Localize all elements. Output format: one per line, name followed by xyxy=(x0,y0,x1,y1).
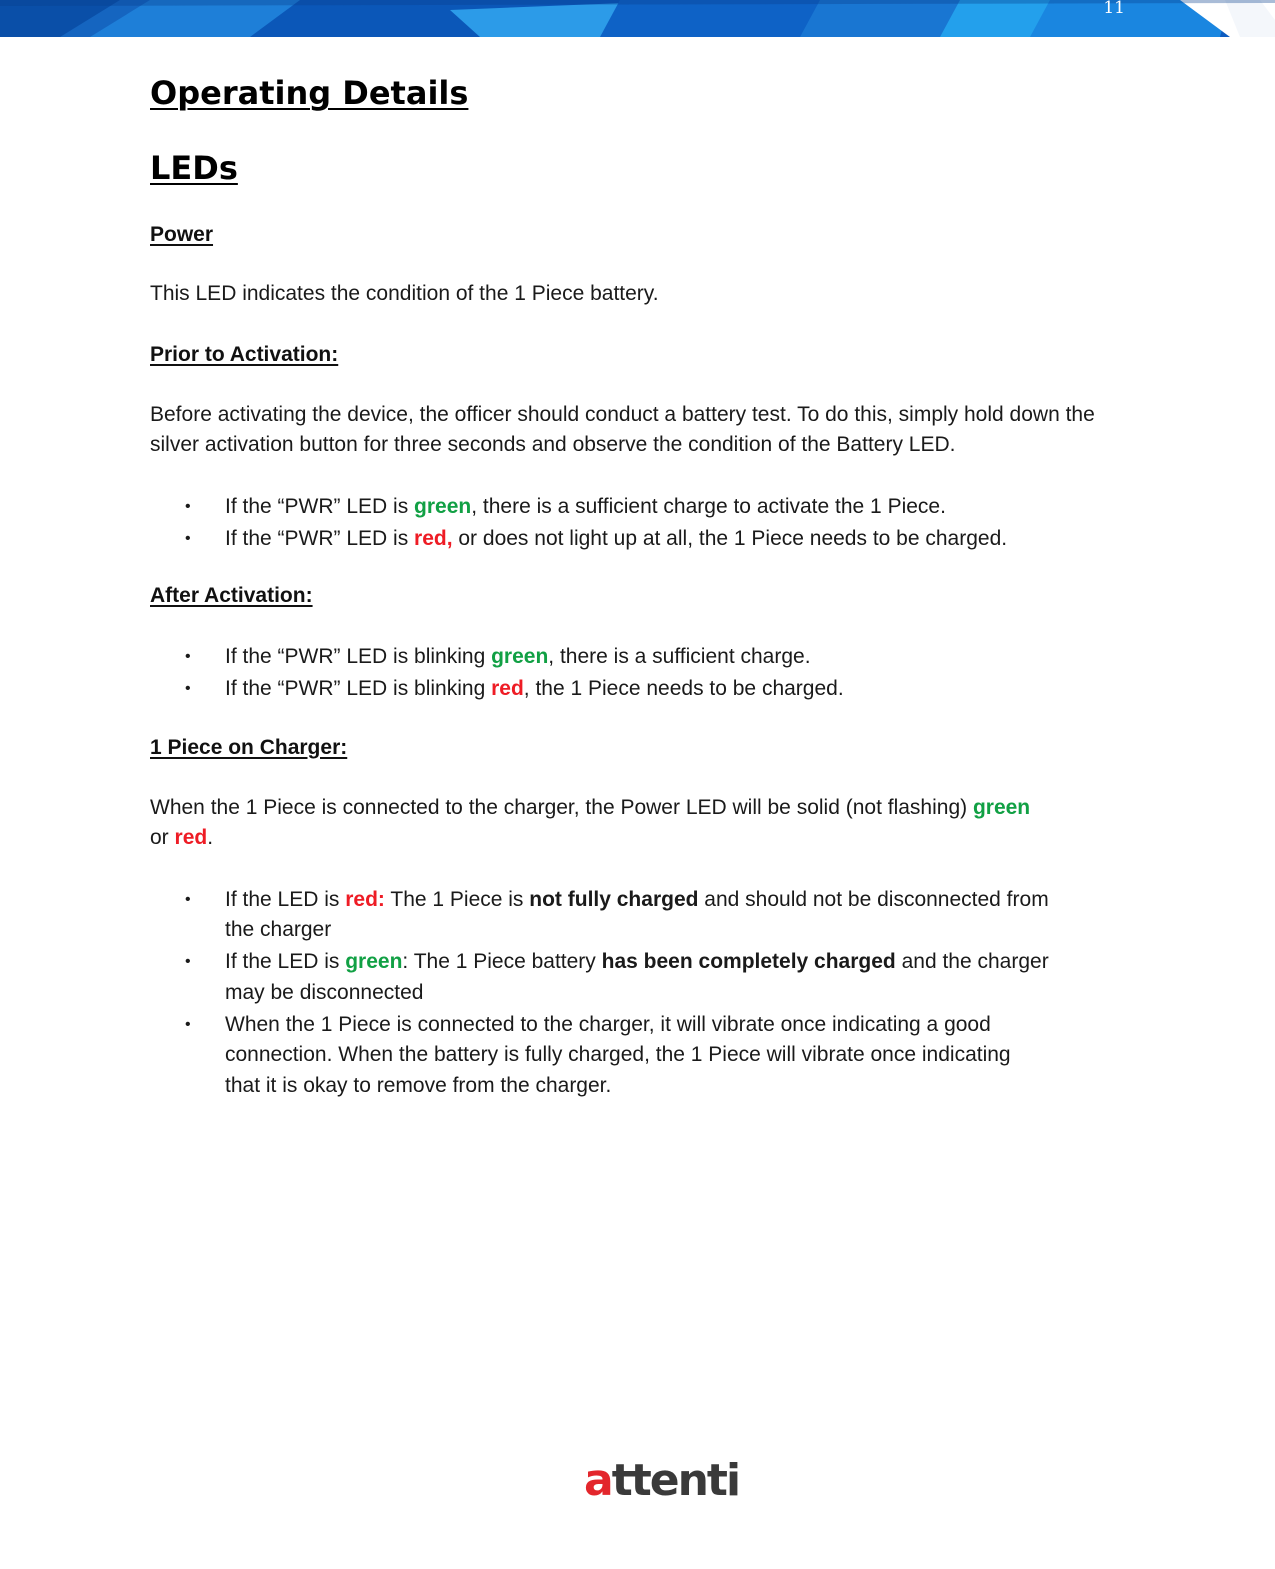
attenti-logo: attenti xyxy=(584,1455,740,1506)
green-label: green xyxy=(491,645,549,668)
page-number: 11 xyxy=(1103,0,1125,18)
green-label: green xyxy=(972,795,1031,819)
bullet-icon: • xyxy=(185,680,191,697)
green-label: green xyxy=(345,950,403,973)
red-label: red, xyxy=(414,526,453,550)
bullet-icon: • xyxy=(185,1015,191,1033)
bullet-icon: • xyxy=(185,953,191,970)
list-item: • If the “PWR” LED is green, there is a sufficient charge to activate the 1 Piece. xyxy=(150,492,1110,523)
heading-after-activation: After Activation: xyxy=(150,584,313,607)
charger-paragraph: When the 1 Piece is connected to the charger, the Power LED will be solid (not flashing) green or red. xyxy=(150,795,1031,849)
bullet-icon: • xyxy=(185,497,191,515)
heading-power: Power xyxy=(150,223,214,246)
bullet-icon: • xyxy=(185,648,191,665)
red-label: red xyxy=(491,677,524,700)
bullet-icon: • xyxy=(185,529,191,547)
after-bullet-list xyxy=(150,642,1110,705)
bullet-icon: • xyxy=(185,890,191,908)
power-intro: This LED indicates the condition of the 1 Piece battery. xyxy=(150,282,659,305)
prior-paragraph: Before activating the device, the officer should conduct a battery test. To do this, simply hold down the silver activation button for three seconds and observe the condition of the Battery LED. xyxy=(150,402,1095,456)
green-label: green xyxy=(414,494,472,518)
header-graphic xyxy=(0,0,1275,37)
header-band xyxy=(0,0,1275,37)
heading-prior-activation: Prior to Activation: xyxy=(150,342,339,366)
red-label: red xyxy=(174,826,208,849)
list-item: • If the LED is green: The 1 Piece battery has been completely charged and the charger may be disconnected xyxy=(150,947,1050,1008)
heading-on-charger: 1 Piece on Charger: xyxy=(150,735,348,759)
document-body xyxy=(150,74,1110,1103)
list-item: • If the “PWR” LED is red, or does not light up at all, the 1 Piece needs to be charged. xyxy=(150,524,1110,555)
prior-bullet-list xyxy=(150,492,1110,555)
list-item: • If the “PWR” LED is blinking green, there is a sufficient charge. xyxy=(150,642,1110,673)
charger-bullet-list xyxy=(150,885,1050,1102)
list-item: • When the 1 Piece is connected to the charger, it will vibrate once indicating a good connection. When the battery is fully charged, the 1 Piece will vibrate once indicating that it is okay to remove from the charger. xyxy=(150,1010,1050,1102)
list-item: • If the LED is red: The 1 Piece is not fully charged and should not be disconnected from the charger xyxy=(150,885,1050,946)
section-title-leds: LEDs xyxy=(150,149,238,187)
list-item: • If the “PWR” LED is blinking red, the 1 Piece needs to be charged. xyxy=(150,674,1110,705)
page-title: Operating Details xyxy=(150,74,469,112)
red-label: red: xyxy=(345,887,385,911)
